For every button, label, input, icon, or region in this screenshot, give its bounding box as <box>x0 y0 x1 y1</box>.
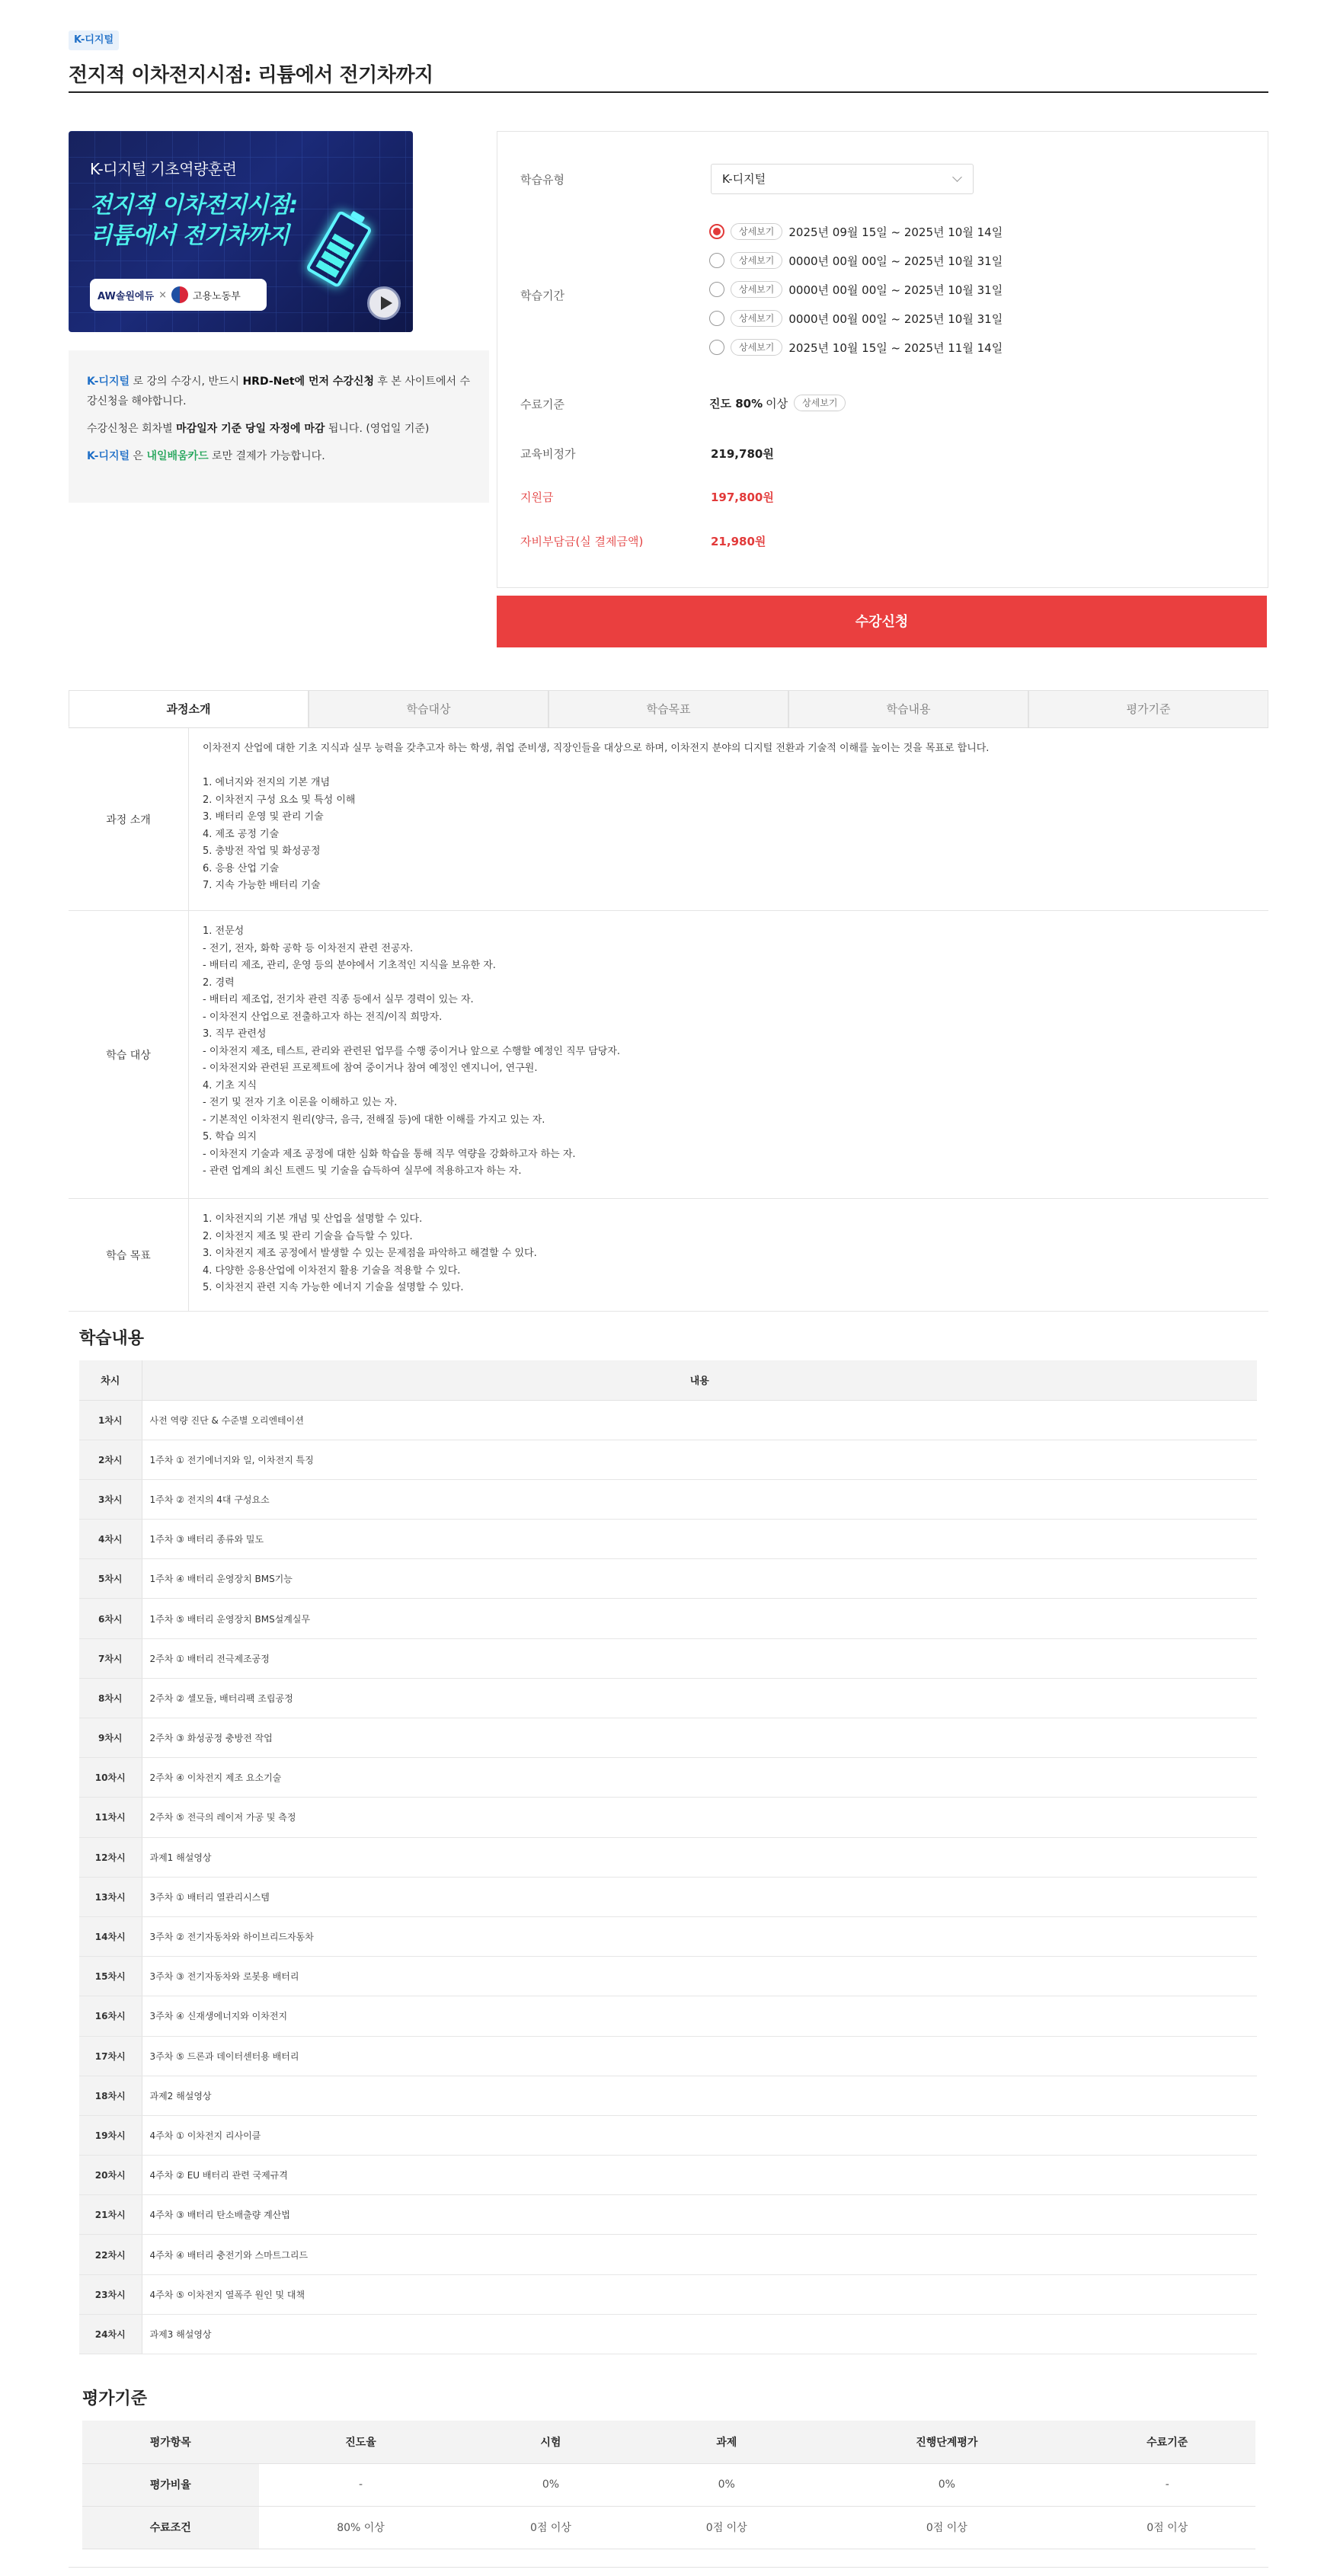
self-pay-label: 자비부담금(실 결제금액) <box>520 535 644 548</box>
table-cell: 0% <box>814 2463 1079 2506</box>
card-tag: 내일배움카드 <box>146 450 209 462</box>
evaluation-heading: 평가기준 <box>82 2389 148 2408</box>
table-cell: 평가비율 <box>82 2463 259 2506</box>
session-title: 3주차 ④ 신재생에너지와 이차전지 <box>142 1996 1257 2036</box>
notice-box <box>69 350 489 503</box>
intro-body: 이차전지 산업에 대한 기초 지식과 실무 능력을 갖추고자 하는 학생, 취업 준비생, 직장인들을 대상으로 하며, 이차전지 분야의 디지털 전환과 기술적 이해를 높이는 것을 목표로 합니다. 1. 에너지와 전지의 기본 개념 2. 이차전지 구성 요소 및 특성 이해 3. 배터리 운영 및 관리 기술 4. 제조 공정 기술 5. 충방전 작업 및 화성공정 6. 응용 산업 기술 7. 지속 가능한 배터리 기술 <box>203 743 990 891</box>
radio-selected-icon[interactable] <box>709 224 724 239</box>
tab-goal[interactable]: 학습목표 <box>548 690 788 727</box>
notice-text: 후 본 사이트에서 수강신청을 해야합니다. <box>87 376 470 407</box>
intro-label: 과정 소개 <box>69 728 189 910</box>
fee-label: 교육비정가 <box>520 447 576 461</box>
session-number: 7차시 <box>79 1638 142 1678</box>
page-title: 전지적 이차전지시점: 리튬에서 전기차까지 <box>69 64 433 87</box>
session-number: 21차시 <box>79 2195 142 2235</box>
session-col-header: 차시 <box>79 1360 142 1400</box>
session-number: 8차시 <box>79 1678 142 1718</box>
notice-emphasis: 마감일자 기준 당일 자정에 마감 <box>176 423 325 435</box>
session-title: 2주차 ⑤ 전극의 레이저 가공 및 측정 <box>142 1798 1257 1837</box>
detail-button[interactable]: 상세보기 <box>731 310 782 327</box>
period-label: 학습기간 <box>520 289 564 302</box>
session-number: 20차시 <box>79 2156 142 2195</box>
banner-title: 전지적 이차전지시점: 리튬에서 전기차까지 <box>90 192 298 249</box>
session-number: 13차시 <box>79 1877 142 1916</box>
session-title: 1주차 ③ 배터리 종류와 밀도 <box>142 1520 1257 1559</box>
session-title: 2주차 ② 셀모듈, 배터리팩 조립공정 <box>142 1678 1257 1718</box>
notice-text: 로 강의 수강시, 반드시 <box>133 376 239 388</box>
eval-col-assignment: 과제 <box>638 2421 814 2463</box>
eval-col-item: 평가항목 <box>82 2421 259 2463</box>
course-banner[interactable] <box>69 131 413 332</box>
type-select[interactable] <box>711 164 974 194</box>
session-number: 18차시 <box>79 2076 142 2115</box>
completion-rest: 이상 <box>766 396 788 411</box>
session-title: 2주차 ③ 화성공정 충방전 작업 <box>142 1718 1257 1758</box>
evaluation-table <box>82 2421 1255 2549</box>
session-title: 3주차 ③ 전기자동차와 로봇용 배터리 <box>142 1957 1257 1996</box>
content-table-body <box>79 1400 1257 2354</box>
session-number: 2차시 <box>79 1440 142 1479</box>
table-row <box>79 2235 1257 2274</box>
notice-text: 됩니다. (영업일 기준) <box>328 423 430 435</box>
table-row <box>79 2076 1257 2115</box>
notice-text: 로만 결제가 가능합니다. <box>212 450 325 462</box>
government-emblem-icon <box>171 286 188 303</box>
goal-section <box>69 1199 1268 1312</box>
evaluation-row-condition <box>82 2506 1255 2549</box>
notice-line-1 <box>87 372 471 411</box>
table-row <box>79 2115 1257 2155</box>
chevron-down-icon <box>952 172 962 182</box>
session-number: 6차시 <box>79 1599 142 1638</box>
times-separator: × <box>158 289 167 301</box>
session-title: 1주차 ① 전기에너지와 일, 이차전지 특징 <box>142 1440 1257 1479</box>
session-number: 15차시 <box>79 1957 142 1996</box>
notice-line-2 <box>87 419 471 439</box>
table-cell: 수료조건 <box>82 2506 259 2549</box>
session-number: 14차시 <box>79 1916 142 1956</box>
period-option[interactable] <box>709 337 1003 357</box>
session-title: 4주차 ② EU 배터리 관련 국제규격 <box>142 2156 1257 2195</box>
period-option[interactable] <box>709 280 1003 299</box>
table-row <box>79 1400 1257 1440</box>
banner-subtitle: K-디지털 기초역량훈련 <box>90 160 237 178</box>
completion-bold: 진도 80% <box>709 396 763 411</box>
eval-col-progress: 진도율 <box>259 2421 463 2463</box>
table-cell: 0점 이상 <box>463 2506 639 2549</box>
table-cell: 0% <box>463 2463 639 2506</box>
title-divider <box>69 91 1268 93</box>
eval-col-stage: 진행단계평가 <box>814 2421 1079 2463</box>
detail-tabs <box>69 690 1268 728</box>
completion-value <box>709 393 846 413</box>
bottom-divider <box>69 2567 1268 2568</box>
session-number: 12차시 <box>79 1837 142 1877</box>
session-title: 과제1 해설영상 <box>142 1837 1257 1877</box>
apply-button[interactable]: 수강신청 <box>497 596 1267 647</box>
tab-content[interactable]: 학습내용 <box>788 690 1028 727</box>
target-section <box>69 911 1268 1199</box>
session-title: 3주차 ⑤ 드론과 데이터센터용 배터리 <box>142 2036 1257 2076</box>
session-number: 5차시 <box>79 1559 142 1599</box>
table-cell: 0점 이상 <box>814 2506 1079 2549</box>
table-row <box>79 1638 1257 1678</box>
table-row <box>79 1479 1257 1519</box>
table-row <box>79 1678 1257 1718</box>
table-row <box>79 1957 1257 1996</box>
radio-icon[interactable] <box>709 253 724 268</box>
intro-section <box>69 728 1268 911</box>
session-title: 2주차 ① 배터리 전극제조공정 <box>142 1638 1257 1678</box>
type-select-value: K-디지털 <box>722 172 766 186</box>
k-digital-tag: K-디지털 <box>87 450 130 462</box>
table-row <box>79 1440 1257 1479</box>
session-number: 24차시 <box>79 2314 142 2354</box>
period-text: 0000년 00월 00일 ~ 2025년 10월 31일 <box>788 283 1003 297</box>
session-number: 3차시 <box>79 1479 142 1519</box>
table-row <box>79 1758 1257 1798</box>
radio-icon[interactable] <box>709 282 724 297</box>
support-value: 197,800원 <box>711 491 774 504</box>
tab-target[interactable]: 학습대상 <box>309 690 548 727</box>
detail-button[interactable]: 상세보기 <box>794 395 846 411</box>
table-row <box>79 1877 1257 1916</box>
period-text: 2025년 10월 15일 ~ 2025년 11월 14일 <box>788 340 1003 355</box>
completion-label: 수료기준 <box>520 398 564 411</box>
session-number: 4차시 <box>79 1520 142 1559</box>
table-row <box>79 1916 1257 1956</box>
category-badge: K-디지털 <box>69 30 119 50</box>
period-text: 0000년 00월 00일 ~ 2025년 10월 31일 <box>788 254 1003 268</box>
session-number: 17차시 <box>79 2036 142 2076</box>
session-number: 22차시 <box>79 2235 142 2274</box>
target-label: 학습 대상 <box>69 911 189 1198</box>
goal-label: 학습 목표 <box>69 1199 189 1311</box>
table-row <box>79 1996 1257 2036</box>
session-number: 9차시 <box>79 1718 142 1758</box>
detail-button[interactable]: 상세보기 <box>731 252 782 269</box>
self-pay-value: 21,980원 <box>711 535 766 548</box>
k-digital-tag: K-디지털 <box>87 376 130 388</box>
session-title: 1주차 ② 전지의 4대 구성요소 <box>142 1479 1257 1519</box>
fee-value: 219,780원 <box>711 447 774 461</box>
session-title: 1주차 ④ 배터리 운영장치 BMS기능 <box>142 1559 1257 1599</box>
notice-emphasis: HRD-Net에 먼저 수강신청 <box>242 376 374 388</box>
session-title: 사전 역량 진단 & 수준별 오리엔테이션 <box>142 1400 1257 1440</box>
table-cell: 0점 이상 <box>638 2506 814 2549</box>
detail-button[interactable]: 상세보기 <box>731 223 782 240</box>
session-title: 1주차 ⑤ 배터리 운영장치 BMS설계실무 <box>142 1599 1257 1638</box>
period-option[interactable] <box>709 308 1003 328</box>
radio-icon[interactable] <box>709 311 724 326</box>
government-label: 고용노동부 <box>192 290 241 302</box>
evaluation-row-ratio <box>82 2463 1255 2506</box>
table-row <box>79 1520 1257 1559</box>
type-label: 학습유형 <box>520 173 564 187</box>
table-row <box>79 1599 1257 1638</box>
session-title: 2주차 ④ 이차전지 제조 요소기술 <box>142 1758 1257 1798</box>
content-heading: 학습내용 <box>79 1329 145 1348</box>
session-number: 1차시 <box>79 1400 142 1440</box>
table-cell: - <box>1079 2463 1255 2506</box>
goal-body: 1. 이차전지의 기본 개념 및 산업을 설명할 수 있다. 2. 이차전지 제조 및 관리 기술을 습득할 수 있다. 3. 이차전지 제조 공정에서 발생할 수 있는 문제점을 파악하고 해결할 수 있다. 4. 다양한 응용산업에 이차전지 활용 기술을 적용할 수 있다. 5. 이차전지 관련 지속 가능한 에너지 기술을 설명할 수 있다. <box>203 1213 537 1293</box>
provider-logo: AW솔원에듀 <box>98 290 155 302</box>
support-label: 지원금 <box>520 491 554 504</box>
table-row <box>79 2156 1257 2195</box>
table-row <box>79 1559 1257 1599</box>
session-title: 3주차 ② 전기자동차와 하이브리드자동차 <box>142 1916 1257 1956</box>
table-row <box>79 2274 1257 2314</box>
session-title: 4주차 ① 이차전지 리사이클 <box>142 2115 1257 2155</box>
period-option[interactable] <box>709 251 1003 270</box>
session-title: 과제2 해설영상 <box>142 2076 1257 2115</box>
table-cell: 0% <box>638 2463 814 2506</box>
period-option[interactable] <box>709 222 1003 241</box>
session-title: 4주차 ④ 배터리 충전기와 스마트그리드 <box>142 2235 1257 2274</box>
table-row <box>79 2195 1257 2235</box>
period-text: 0000년 00월 00일 ~ 2025년 10월 31일 <box>788 312 1003 326</box>
session-title: 3주차 ① 배터리 열관리시스템 <box>142 1877 1257 1916</box>
table-cell: - <box>259 2463 463 2506</box>
banner-logo-box <box>90 279 267 311</box>
session-number: 16차시 <box>79 1996 142 2036</box>
evaluation-header-row <box>82 2421 1255 2463</box>
session-title: 4주차 ⑤ 이차전지 열폭주 원인 및 대책 <box>142 2274 1257 2314</box>
target-body: 1. 전문성 - 전기, 전자, 화학 공학 등 이차전지 관련 전공자. - 배터리 제조, 관리, 운영 등의 분야에서 기초적인 지식을 보유한 자. 2. 경력 - 배터리 제조업, 전기차 관련 직종 등에서 실무 경력이 있는 자. - 이차전지 산업으로 전출하고자 하는 전직/이직 희망자. 3. 직무 관련성 - 이차전지 제조, 테스트, 관리와 관련된 업무를 수행 중이거나 앞으로 수행할 예정인 직무 담당자. - 이차전지와 관련된 프로젝트에 참여 중이거나 참여 예정인 엔지니어, 연구원. 4. 기초 지식 - 전기 및 전자 기초 이론을 이해하고 있는 자. - 기본적인 이차전지 원리(양극, 음극, 전해질 등)에 대한 이해를 가지고 있는 자. 5. 학습 의지 - 이차전지 기술과 제조 공정에 대한 심화 학습을 통해 직무 역량을 강화하고자 하는 자. - 관련 업계의 최신 트렌드 및 기술을 습득하여 실무에 적용하고자 하는 자. <box>203 925 621 1177</box>
content-col-header: 내용 <box>142 1360 1257 1400</box>
session-number: 11차시 <box>79 1798 142 1837</box>
eval-col-completion: 수료기준 <box>1079 2421 1255 2463</box>
notice-text: 은 <box>133 450 143 462</box>
session-number: 19차시 <box>79 2115 142 2155</box>
notice-line-3 <box>87 446 471 466</box>
tab-evaluation[interactable]: 평가기준 <box>1028 690 1268 727</box>
course-info-panel <box>497 131 1268 588</box>
play-icon[interactable] <box>367 286 401 320</box>
table-row <box>79 1718 1257 1758</box>
period-text: 2025년 09월 15일 ~ 2025년 10월 14일 <box>788 225 1003 239</box>
detail-button[interactable]: 상세보기 <box>731 339 782 356</box>
session-title: 4주차 ③ 배터리 탄소배출량 계산법 <box>142 2195 1257 2235</box>
table-cell: 80% 이상 <box>259 2506 463 2549</box>
session-number: 23차시 <box>79 2274 142 2314</box>
tab-intro[interactable]: 과정소개 <box>69 690 309 727</box>
table-row <box>79 2314 1257 2354</box>
table-row <box>79 1798 1257 1837</box>
table-row <box>79 1837 1257 1877</box>
eval-col-exam: 시험 <box>463 2421 639 2463</box>
session-title: 과제3 해설영상 <box>142 2314 1257 2354</box>
table-cell: 0점 이상 <box>1079 2506 1255 2549</box>
content-table <box>79 1360 1257 2354</box>
radio-icon[interactable] <box>709 340 724 355</box>
notice-text: 수강신청은 회차별 <box>87 423 173 435</box>
content-table-header <box>79 1360 1257 1400</box>
session-number: 10차시 <box>79 1758 142 1798</box>
table-row <box>79 2036 1257 2076</box>
detail-button[interactable]: 상세보기 <box>731 281 782 298</box>
